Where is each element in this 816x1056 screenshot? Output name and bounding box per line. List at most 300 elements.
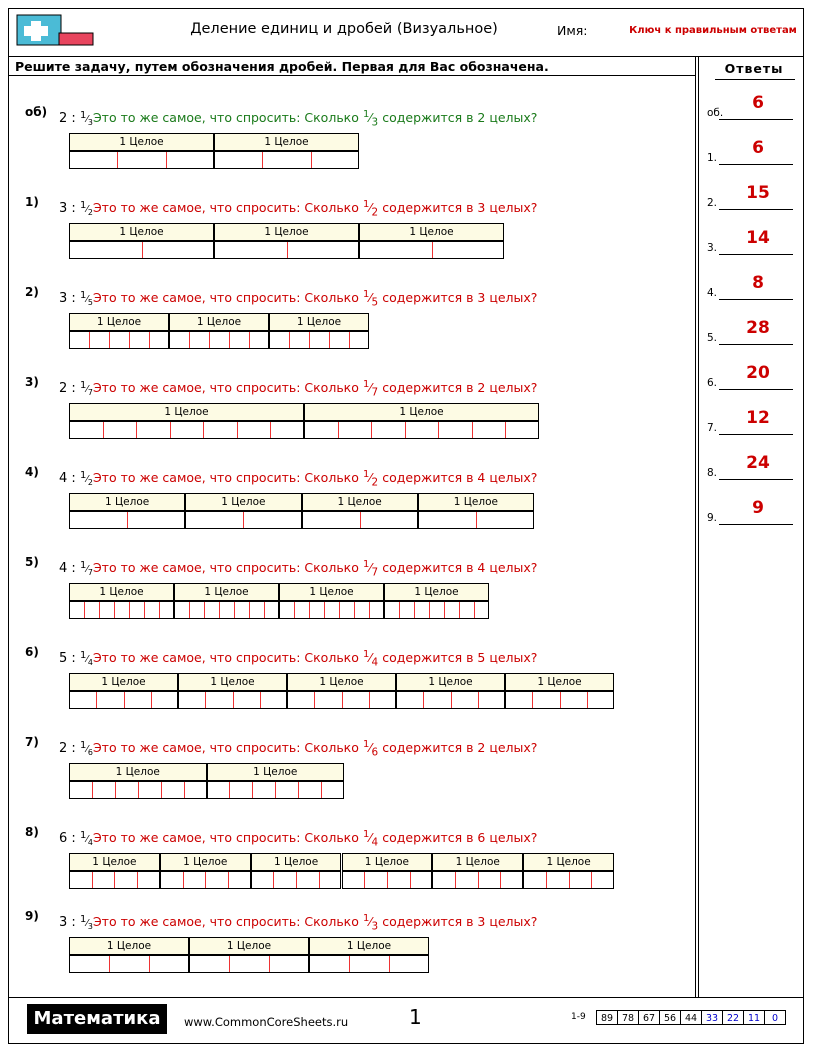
divisor-fraction: $^1⁄_2$ [79, 200, 93, 218]
brand-badge: Математика [27, 1004, 167, 1034]
division-sign: : [71, 201, 76, 217]
whole-unit-label: 1 Целое [185, 493, 301, 511]
answers-divider [695, 57, 696, 997]
division-sign: : [71, 831, 76, 847]
whole-unit-label: 1 Целое [160, 853, 251, 871]
dividend: 4 [59, 471, 68, 487]
problem-expression [59, 649, 537, 669]
divisor-fraction: $^1⁄_3$ [79, 110, 93, 128]
problem-number: 4) [25, 465, 39, 479]
dividend: 3 [59, 291, 68, 307]
answer-value: 15 [746, 183, 770, 203]
whole-unit-label: 1 Целое [69, 313, 169, 331]
fraction-tick [117, 152, 118, 168]
fraction-tick [270, 422, 271, 438]
fraction-tick [349, 332, 350, 348]
answer-rule [719, 479, 793, 480]
fraction-tick [451, 692, 452, 708]
dividend: 3 [59, 201, 68, 217]
answer-value: 14 [746, 228, 770, 248]
fraction-tick [371, 422, 372, 438]
divisor-fraction: $^1⁄_7$ [79, 560, 93, 578]
fraction-tick [309, 332, 310, 348]
answer-value: 8 [752, 273, 764, 293]
fraction-tick [532, 692, 533, 708]
fraction-tick [438, 422, 439, 438]
whole-unit-label: 1 Целое [287, 673, 396, 691]
fraction-tick [405, 422, 406, 438]
whole-unit-label: 1 Целое [432, 853, 523, 871]
fraction-tick [342, 692, 343, 708]
fraction-tick [243, 512, 244, 528]
answer-index: 1. [707, 152, 718, 164]
scale-cell: 44 [680, 1010, 702, 1025]
problem-number: 2) [25, 285, 39, 299]
question-text-post: содержится в 2 целых? [382, 740, 538, 756]
question-fraction: $^1⁄_7$ [363, 559, 379, 579]
question-text-post: содержится в 4 целых? [382, 470, 538, 486]
answer-index: 6. [707, 377, 718, 389]
fraction-tick [260, 692, 261, 708]
fraction-tick [294, 602, 295, 618]
answer-row [705, 87, 801, 133]
whole-unit-label: 1 Целое [214, 223, 359, 241]
fraction-tick [109, 332, 110, 348]
fraction-tick [505, 422, 506, 438]
scale-cell: 22 [722, 1010, 744, 1025]
answer-row [705, 132, 801, 178]
fraction-tick [319, 872, 320, 888]
answer-rule [719, 254, 793, 255]
answer-index: 9. [707, 512, 718, 524]
problem [9, 285, 695, 371]
whole-unit-label: 1 Целое [69, 673, 178, 691]
answer-rule [719, 344, 793, 345]
divisor-fraction: $^1⁄_4$ [79, 650, 93, 668]
whole-unit-label: 1 Целое [69, 403, 304, 421]
fraction-tick [314, 692, 315, 708]
fraction-tick [399, 602, 400, 618]
division-sign: : [71, 291, 76, 307]
dividend: 2 [59, 381, 68, 397]
question-text-post: содержится в 3 целых? [382, 290, 538, 306]
fraction-tick [166, 152, 167, 168]
fraction-tick [103, 422, 104, 438]
fraction-tick [455, 872, 456, 888]
fraction-tick [127, 512, 128, 528]
answer-value: 9 [752, 498, 764, 518]
bar-model [69, 403, 539, 439]
fraction-tick [432, 242, 433, 258]
dividend: 2 [59, 741, 68, 757]
problem-number: 6) [25, 645, 39, 659]
answer-row [705, 492, 801, 538]
question-text-pre: Это то же самое, что спросить: Сколько [92, 380, 359, 396]
fraction-tick [273, 872, 274, 888]
answer-row [705, 177, 801, 223]
answer-key-label: Ключ к правильным ответам [629, 25, 797, 36]
question-text-pre: Это то же самое, что спросить: Сколько [92, 830, 359, 846]
answer-index: 5. [707, 332, 718, 344]
fraction-tick [369, 602, 370, 618]
question-text-pre: Это то же самое, что спросить: Сколько [92, 560, 359, 576]
question-text-pre: Это то же самое, что спросить: Сколько [92, 740, 359, 756]
divisor-fraction: $^1⁄_4$ [79, 830, 93, 848]
fraction-tick [136, 422, 137, 438]
fraction-tick [269, 956, 270, 972]
fraction-tick [92, 782, 93, 798]
fraction-tick [444, 602, 445, 618]
question-text-post: содержится в 2 целых? [382, 110, 538, 126]
fraction-tick [387, 872, 388, 888]
division-sign: : [71, 741, 76, 757]
worksheet-page [8, 8, 804, 1044]
fraction-tick [414, 602, 415, 618]
problem-expression [59, 829, 537, 849]
fraction-tick [360, 512, 361, 528]
fraction-tick [287, 242, 288, 258]
fraction-tick [369, 692, 370, 708]
question-text-post: содержится в 5 целых? [382, 650, 538, 666]
problem-expression [59, 559, 537, 579]
question-fraction: $^1⁄_2$ [363, 199, 379, 219]
page-number: 1 [409, 1005, 422, 1029]
question-fraction: $^1⁄_5$ [363, 289, 379, 309]
bar-model [69, 583, 489, 619]
fraction-tick [96, 692, 97, 708]
problem-expression [59, 289, 537, 309]
division-sign: : [71, 561, 76, 577]
fraction-tick [249, 602, 250, 618]
fraction-tick [478, 692, 479, 708]
question-fraction: $^1⁄_6$ [363, 739, 379, 759]
answer-index: 4. [707, 287, 718, 299]
answer-value: 6 [752, 138, 764, 158]
whole-unit-cell[interactable] [214, 151, 359, 169]
question-fraction: $^1⁄_7$ [363, 379, 379, 399]
answer-value: 12 [746, 408, 770, 428]
fraction-tick [149, 956, 150, 972]
scale-cell: 56 [659, 1010, 681, 1025]
answer-rule [719, 209, 793, 210]
fraction-tick [329, 332, 330, 348]
problem-expression [59, 379, 537, 399]
fraction-tick [275, 782, 276, 798]
bar-model [69, 937, 429, 973]
fraction-tick [324, 602, 325, 618]
fraction-tick [184, 782, 185, 798]
dividend: 2 [59, 111, 68, 127]
whole-unit-label: 1 Целое [169, 313, 269, 331]
whole-unit-label: 1 Целое [342, 853, 433, 871]
fraction-tick [546, 872, 547, 888]
question-text-pre: Это то же самое, что спросить: Сколько [92, 290, 359, 306]
answers-title-rule [715, 79, 795, 80]
division-sign: : [71, 471, 76, 487]
whole-unit-cell[interactable] [189, 955, 309, 973]
answer-row [705, 312, 801, 358]
fraction-tick [587, 692, 588, 708]
problem [9, 825, 695, 911]
answer-row [705, 222, 801, 268]
fraction-tick [138, 782, 139, 798]
fraction-tick [500, 872, 501, 888]
question-text-post: содержится в 3 целых? [382, 200, 538, 216]
fraction-tick [203, 422, 204, 438]
fraction-tick [92, 872, 93, 888]
fraction-tick [321, 782, 322, 798]
fraction-tick [311, 152, 312, 168]
fraction-tick [205, 692, 206, 708]
answer-rule [719, 524, 793, 525]
fraction-tick [252, 782, 253, 798]
fraction-tick [89, 332, 90, 348]
footer-divider [9, 997, 803, 998]
answer-rule [719, 434, 793, 435]
problem-number: 1) [25, 195, 39, 209]
answers-title: Ответы [724, 61, 784, 76]
fraction-tick [229, 332, 230, 348]
fraction-tick [339, 602, 340, 618]
problem-number: 9) [25, 909, 39, 923]
fraction-tick [249, 332, 250, 348]
fraction-tick [364, 872, 365, 888]
question-fraction: $^1⁄_3$ [363, 109, 379, 129]
whole-unit-cell[interactable] [269, 331, 369, 349]
fraction-tick [569, 872, 570, 888]
name-label: Имя: [557, 23, 588, 38]
division-sign: : [71, 381, 76, 397]
fraction-tick [228, 872, 229, 888]
bar-model [69, 133, 359, 169]
whole-unit-label: 1 Целое [309, 937, 429, 955]
fraction-tick [115, 782, 116, 798]
bar-model [69, 313, 369, 349]
bar-model [69, 763, 344, 799]
fraction-tick [560, 692, 561, 708]
answer-index: 7. [707, 422, 718, 434]
fraction-tick [129, 332, 130, 348]
whole-unit-label: 1 Целое [174, 583, 279, 601]
whole-unit-label: 1 Целое [207, 763, 345, 781]
problem-number: 3) [25, 375, 39, 389]
scale-cell: 0 [764, 1010, 786, 1025]
answer-index: 8. [707, 467, 718, 479]
whole-unit-cell[interactable] [69, 151, 214, 169]
answer-rule [719, 389, 793, 390]
problem-expression [59, 109, 537, 129]
question-text-post: содержится в 2 целых? [382, 380, 538, 396]
answer-row [705, 267, 801, 313]
fraction-tick [354, 602, 355, 618]
division-sign: : [71, 111, 76, 127]
question-text-pre: Это то же самое, что спросить: Сколько [92, 470, 359, 486]
whole-unit-label: 1 Целое [396, 673, 505, 691]
fraction-tick [410, 872, 411, 888]
scale-cell: 11 [743, 1010, 765, 1025]
problem [9, 195, 695, 281]
whole-unit-label: 1 Целое [69, 133, 214, 151]
fraction-tick [309, 602, 310, 618]
answer-row [705, 447, 801, 493]
problem [9, 105, 695, 191]
whole-unit-label: 1 Целое [189, 937, 309, 955]
fraction-tick [237, 422, 238, 438]
fraction-tick [264, 602, 265, 618]
question-fraction: $^1⁄_4$ [363, 649, 379, 669]
fraction-tick [149, 332, 150, 348]
scale-cell: 33 [701, 1010, 723, 1025]
scale-range-label: 1-9 [571, 1012, 586, 1022]
score-scale [597, 1006, 786, 1024]
whole-unit-cell[interactable] [169, 331, 269, 349]
question-text-pre: Это то же самое, что спросить: Сколько [92, 650, 359, 666]
dividend: 6 [59, 831, 68, 847]
question-text-post: содержится в 4 целых? [382, 560, 538, 576]
fraction-tick [591, 872, 592, 888]
question-text-post: содержится в 3 целых? [382, 914, 538, 930]
problem-number: 5) [25, 555, 39, 569]
fraction-tick [219, 602, 220, 618]
fraction-tick [229, 956, 230, 972]
fraction-tick [170, 422, 171, 438]
answer-rule [719, 164, 793, 165]
question-text-post: содержится в 6 целых? [382, 830, 538, 846]
answer-index: об. [707, 107, 724, 119]
divisor-fraction: $^1⁄_7$ [79, 380, 93, 398]
dividend: 5 [59, 651, 68, 667]
page-title: Деление единиц и дробей (Визуальное) [190, 21, 498, 37]
fraction-tick [84, 602, 85, 618]
divisor-fraction: $^1⁄_5$ [79, 290, 93, 308]
question-text-pre: Это то же самое, что спросить: Сколько [92, 200, 359, 216]
problem-expression [59, 739, 537, 759]
whole-unit-label: 1 Целое [269, 313, 369, 331]
problem-expression [59, 469, 537, 489]
problem [9, 645, 695, 731]
whole-unit-label: 1 Целое [304, 403, 539, 421]
whole-unit-label: 1 Целое [523, 853, 614, 871]
whole-unit-label: 1 Целое [69, 583, 174, 601]
problem-number: 7) [25, 735, 39, 749]
fraction-tick [109, 956, 110, 972]
fraction-tick [229, 782, 230, 798]
fraction-tick [204, 602, 205, 618]
fraction-tick [349, 956, 350, 972]
fraction-tick [137, 872, 138, 888]
bar-model [69, 673, 614, 709]
problem [9, 465, 695, 551]
question-text-pre: Это то же самое, что спросить: Сколько [92, 110, 359, 126]
whole-unit-cell[interactable] [304, 421, 539, 439]
problem-expression [59, 199, 537, 219]
problem-expression [59, 913, 537, 933]
fraction-tick [142, 242, 143, 258]
answers-divider-2 [698, 57, 699, 997]
problem [9, 375, 695, 461]
divisor-fraction: $^1⁄_2$ [79, 470, 93, 488]
whole-unit-label: 1 Целое [418, 493, 534, 511]
question-fraction: $^1⁄_4$ [363, 829, 379, 849]
whole-unit-label: 1 Целое [302, 493, 418, 511]
whole-unit-label: 1 Целое [69, 763, 207, 781]
fraction-tick [129, 602, 130, 618]
division-sign: : [71, 651, 76, 667]
division-sign: : [71, 915, 76, 931]
answer-value: 24 [746, 453, 770, 473]
answer-value: 20 [746, 363, 770, 383]
whole-unit-label: 1 Целое [251, 853, 342, 871]
fraction-tick [289, 332, 290, 348]
divisor-fraction: $^1⁄_6$ [79, 740, 93, 758]
fraction-tick [144, 602, 145, 618]
scale-cell: 78 [617, 1010, 639, 1025]
whole-unit-cell[interactable] [69, 421, 304, 439]
fraction-tick [161, 782, 162, 798]
answer-row [705, 357, 801, 403]
problem [9, 909, 695, 995]
fraction-tick [114, 602, 115, 618]
fraction-tick [209, 332, 210, 348]
scale-cell: 67 [638, 1010, 660, 1025]
problem-number: 8) [25, 825, 39, 839]
fraction-tick [459, 602, 460, 618]
whole-unit-label: 1 Целое [178, 673, 287, 691]
whole-unit-cell[interactable] [309, 955, 429, 973]
whole-unit-label: 1 Целое [69, 937, 189, 955]
whole-unit-cell[interactable] [69, 955, 189, 973]
fraction-tick [262, 152, 263, 168]
answer-rule [719, 119, 793, 120]
fraction-tick [114, 872, 115, 888]
divisor-fraction: $^1⁄_3$ [79, 914, 93, 932]
answer-value: 6 [752, 93, 764, 113]
fraction-tick [233, 692, 234, 708]
whole-unit-label: 1 Целое [384, 583, 489, 601]
problem [9, 735, 695, 821]
whole-unit-label: 1 Целое [69, 223, 214, 241]
fraction-tick [234, 602, 235, 618]
answer-value: 28 [746, 318, 770, 338]
fraction-tick [183, 872, 184, 888]
whole-unit-label: 1 Целое [69, 493, 185, 511]
bar-model [69, 853, 614, 889]
whole-unit-label: 1 Целое [279, 583, 384, 601]
fraction-tick [189, 602, 190, 618]
fraction-tick [99, 602, 100, 618]
header [9, 9, 803, 57]
site-url: www.CommonCoreSheets.ru [184, 1015, 349, 1029]
whole-unit-cell[interactable] [69, 331, 169, 349]
answer-index: 3. [707, 242, 718, 254]
fraction-tick [423, 692, 424, 708]
problem [9, 555, 695, 641]
dividend: 4 [59, 561, 68, 577]
fraction-tick [338, 422, 339, 438]
fraction-tick [472, 422, 473, 438]
fraction-tick [151, 692, 152, 708]
bar-model [69, 223, 504, 259]
fraction-tick [478, 872, 479, 888]
instructions: Решите задачу, путем обозначения дробей. Первая для Вас обозначена. [15, 59, 549, 74]
fraction-tick [474, 602, 475, 618]
answer-index: 2. [707, 197, 718, 209]
question-fraction: $^1⁄_3$ [363, 913, 379, 933]
fraction-tick [298, 782, 299, 798]
instructions-divider [9, 75, 695, 76]
bar-model [69, 493, 534, 529]
scale-cell: 89 [596, 1010, 618, 1025]
